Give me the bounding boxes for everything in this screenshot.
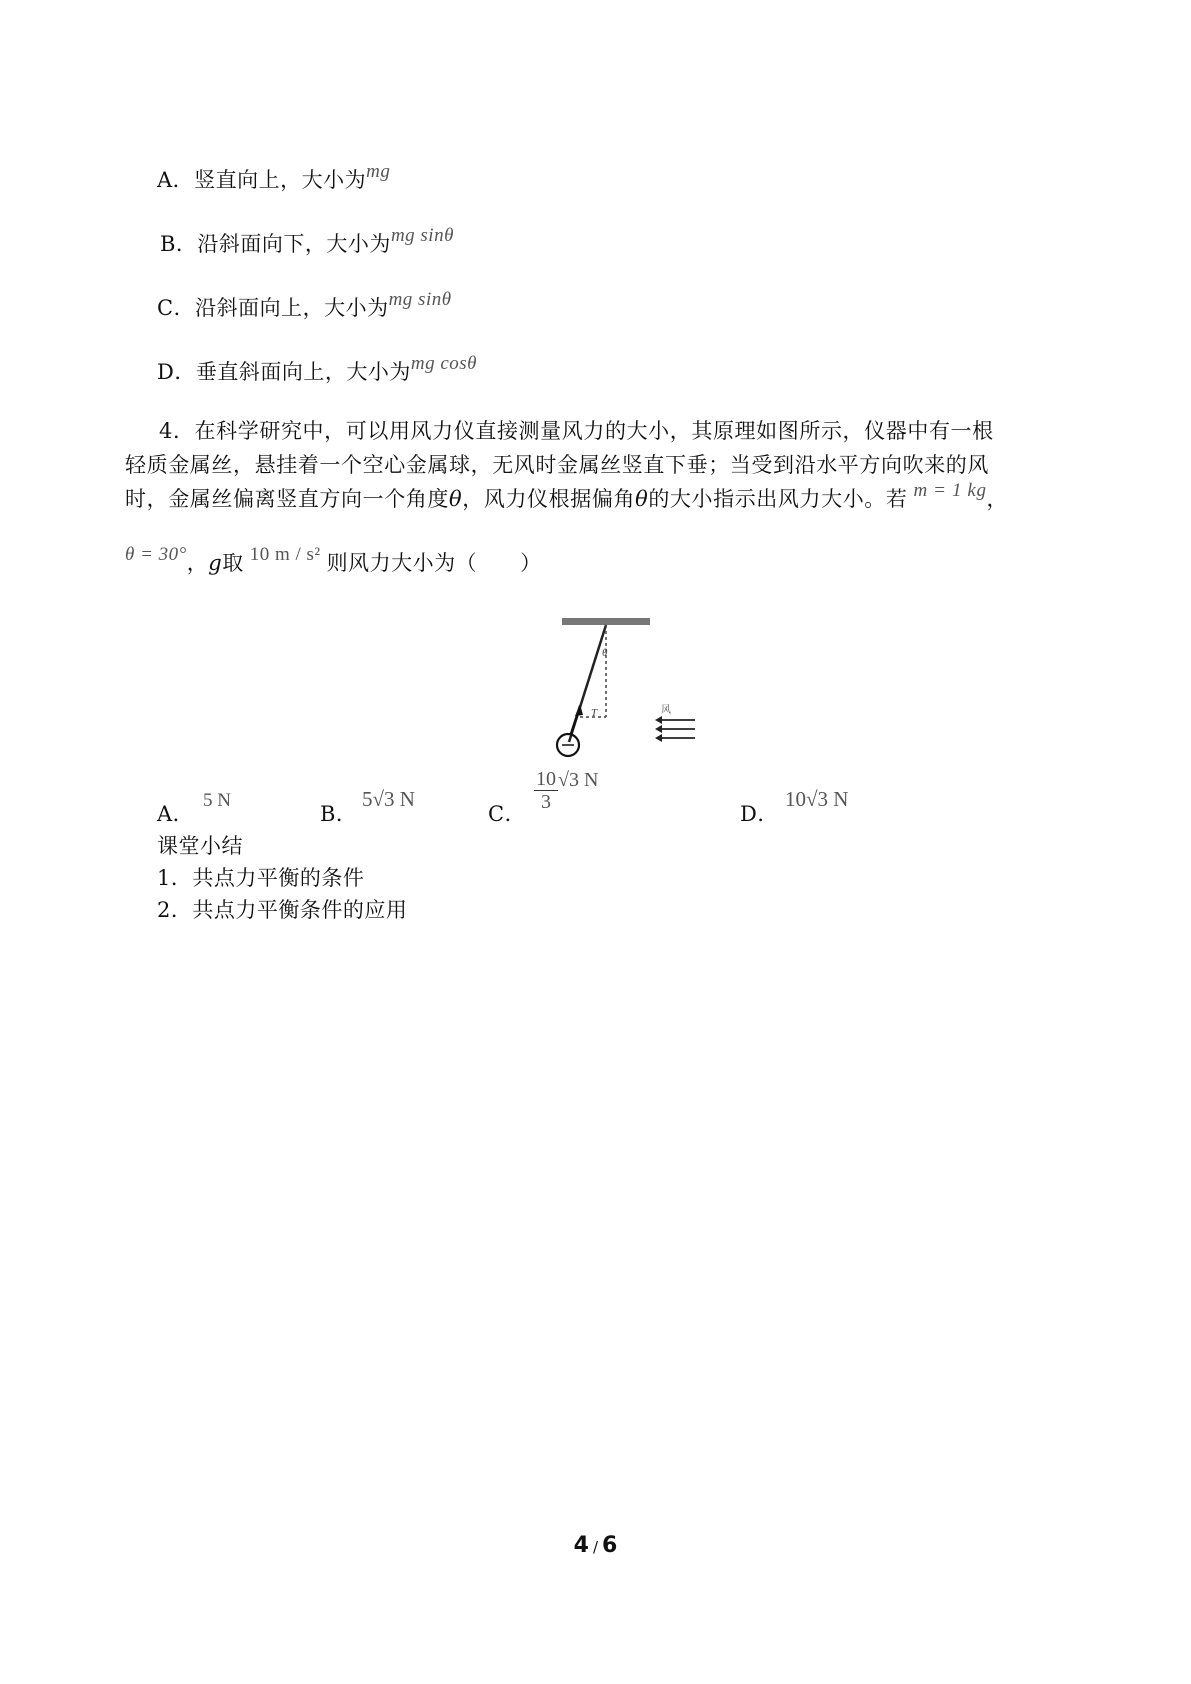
theta-symbol: θ — [449, 487, 463, 511]
option-d — [157, 353, 477, 388]
wind-arrowhead-2 — [655, 725, 662, 733]
option-a — [157, 161, 391, 196]
option-d-text: D．垂直斜面向上，大小为 — [157, 360, 411, 384]
q4-sep: ， — [186, 551, 209, 575]
choice-c-letter: C． — [488, 802, 527, 826]
q4-line-2: 轻质金属丝，悬挂着一个空心金属球，无风时金属丝竖直下垂；当受到沿水平方向吹来的风 — [125, 453, 989, 477]
g-take: 取 — [222, 551, 244, 575]
choice-b-value: 5√3 N — [362, 787, 415, 811]
summary-item-2: 2．共点力平衡条件的应用 — [157, 898, 408, 922]
total-pages: 6 — [602, 1533, 618, 1558]
theta-label: θ — [602, 647, 608, 659]
option-c-text: C．沿斜面向上，大小为 — [157, 296, 389, 320]
mass-value: m = 1 kg — [913, 480, 987, 501]
choice-a-value: 5 N — [203, 790, 231, 811]
g-symbol: g — [208, 551, 223, 575]
q4-line-3c: 的大小指示出风力大小。若 — [648, 487, 908, 511]
theta-symbol-2: θ — [635, 487, 649, 511]
choice-a — [157, 800, 194, 828]
choice-d-letter: D． — [740, 802, 779, 826]
fraction-numerator: 10 — [536, 768, 556, 790]
q4-line-1: 4．在科学研究中，可以用风力仪直接测量风力的大小，其原理如图所示，仪器中有一根 — [159, 419, 994, 443]
option-d-math: mg cosθ — [410, 353, 477, 374]
summary-item-1: 1．共点力平衡的条件 — [157, 866, 365, 890]
question-4-text — [125, 414, 1087, 518]
wind-arrowhead-3 — [655, 734, 662, 742]
option-a-text: A．竖直向上，大小为 — [157, 168, 367, 192]
summary-title: 课堂小结 — [157, 834, 243, 858]
option-c-math: mg sinθ — [388, 289, 452, 310]
choice-d — [740, 800, 779, 828]
page-separator: / — [592, 1538, 599, 1556]
option-b-text: B．沿斜面向下，大小为 — [160, 232, 391, 256]
choice-a-letter: A． — [157, 802, 195, 826]
question-end: 则风力大小为（ ） — [326, 551, 542, 575]
tension-label: T — [591, 707, 598, 719]
fraction-denominator: 3 — [541, 791, 551, 813]
wind-meter-figure — [535, 612, 710, 762]
option-b-math: mg sinθ — [390, 225, 454, 246]
choice-c-root: √3 N — [558, 769, 599, 791]
fraction — [534, 768, 558, 813]
page-number — [0, 1533, 1191, 1558]
current-page: 4 — [573, 1533, 589, 1558]
wind-label: 风 — [661, 705, 671, 716]
q4-comma: ， — [986, 487, 1009, 511]
option-b — [160, 225, 454, 260]
option-c — [157, 289, 452, 324]
option-a-math: mg — [366, 161, 391, 182]
choice-b-letter: B． — [320, 802, 358, 826]
choice-c-value — [534, 768, 598, 813]
q4-line-3a: 时，金属丝偏离竖直方向一个角度 — [125, 487, 449, 511]
choice-c — [488, 800, 526, 828]
q4-line-3b: ，风力仪根据偏角 — [462, 487, 636, 511]
ceiling-bar — [562, 618, 650, 625]
q4-given-line — [125, 544, 542, 579]
wind-arrowhead-1 — [655, 716, 662, 724]
g-value: 10 m / s² — [249, 544, 321, 565]
angle-value: θ = 30° — [125, 544, 187, 565]
choice-d-value: 10√3 N — [785, 787, 849, 811]
choice-b — [320, 800, 357, 828]
